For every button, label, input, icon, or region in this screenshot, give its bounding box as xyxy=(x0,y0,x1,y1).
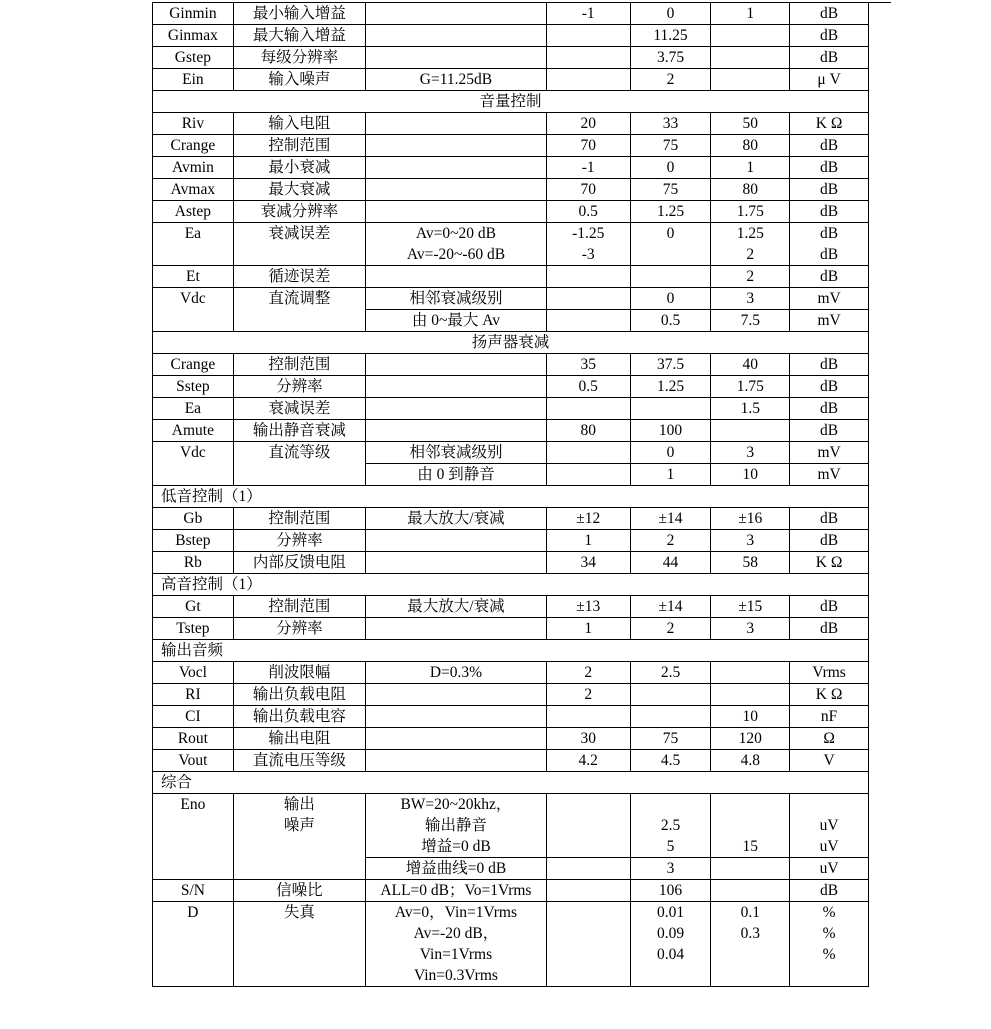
typ-cell: 3 xyxy=(630,858,711,880)
condition-cell xyxy=(366,47,547,69)
symbol-cell: Vocl xyxy=(153,662,234,684)
symbol-cell: Gb xyxy=(153,508,234,530)
table-row xyxy=(153,201,869,223)
typ-cell: 75 xyxy=(630,179,711,201)
table-row xyxy=(153,3,869,25)
max-cell: ±15 xyxy=(711,596,790,618)
min-cell xyxy=(546,47,630,69)
typ-cell: 44 xyxy=(630,552,711,574)
unit-cell: Ω xyxy=(790,728,869,750)
condition-cell xyxy=(366,376,547,398)
parameter-cell: 控制范围 xyxy=(233,596,365,618)
unit-cell: dB xyxy=(790,530,869,552)
max-cell xyxy=(711,684,790,706)
table-row xyxy=(153,266,869,288)
symbol-cell: Rb xyxy=(153,552,234,574)
table-row xyxy=(153,442,869,464)
unit-cell: dB xyxy=(790,179,869,201)
condition-cell xyxy=(366,420,547,442)
parameter-cell: 输出电阻 xyxy=(233,728,365,750)
min-cell xyxy=(546,902,630,987)
spec-table xyxy=(152,2,869,987)
condition-cell xyxy=(366,618,547,640)
symbol-cell: CI xyxy=(153,706,234,728)
min-cell xyxy=(546,880,630,902)
parameter-cell: 削波限幅 xyxy=(233,662,365,684)
section-row xyxy=(153,574,869,596)
condition-cell xyxy=(366,3,547,25)
section-title-speaker: 扬声器衰减 xyxy=(153,332,869,354)
symbol-cell: Bstep xyxy=(153,530,234,552)
max-cell: 50 xyxy=(711,113,790,135)
min-cell: 20 xyxy=(546,113,630,135)
typ-cell: 3.75 xyxy=(630,47,711,69)
symbol-cell: Ein xyxy=(153,69,234,91)
condition-cell: 最大放大/衰减 xyxy=(366,596,547,618)
min-cell: -1 xyxy=(546,157,630,179)
parameter-cell: 直流调整 xyxy=(233,288,365,332)
section-row xyxy=(153,486,869,508)
parameter-cell: 分辨率 xyxy=(233,618,365,640)
parameter-cell: 分辨率 xyxy=(233,530,365,552)
unit-cell: mV xyxy=(790,442,869,464)
parameter-cell: 输出负载电容 xyxy=(233,706,365,728)
table-row xyxy=(153,420,869,442)
symbol-cell: Crange xyxy=(153,135,234,157)
max-cell: 10 xyxy=(711,464,790,486)
condition-cell: 最大放大/衰减 xyxy=(366,508,547,530)
table-row xyxy=(153,135,869,157)
table-row xyxy=(153,596,869,618)
unit-cell: dB xyxy=(790,618,869,640)
condition-cell: BW=20~20khz， 输出静音 增益=0 dB xyxy=(366,794,547,858)
typ-cell: 0 xyxy=(630,223,711,266)
min-cell: 80 xyxy=(546,420,630,442)
typ-cell xyxy=(630,398,711,420)
section-title-treble: 高音控制（1） xyxy=(153,574,869,596)
table-row xyxy=(153,508,869,530)
table-row xyxy=(153,25,869,47)
unit-cell: dB xyxy=(790,354,869,376)
min-cell: 1 xyxy=(546,618,630,640)
typ-cell: 1.25 xyxy=(630,376,711,398)
parameter-cell: 控制范围 xyxy=(233,354,365,376)
min-cell xyxy=(546,398,630,420)
typ-cell: 2.5 5 xyxy=(630,794,711,858)
condition-cell xyxy=(366,728,547,750)
unit-cell: dB xyxy=(790,398,869,420)
unit-cell: dB xyxy=(790,201,869,223)
unit-cell: μ V xyxy=(790,69,869,91)
table-row xyxy=(153,530,869,552)
unit-cell: dB xyxy=(790,157,869,179)
min-cell: ±13 xyxy=(546,596,630,618)
symbol-cell: D xyxy=(153,902,234,987)
unit-cell: dB xyxy=(790,47,869,69)
parameter-cell: 直流电压等级 xyxy=(233,750,365,772)
min-cell xyxy=(546,310,630,332)
table-row xyxy=(153,706,869,728)
max-cell: 15 xyxy=(711,794,790,858)
table-row xyxy=(153,618,869,640)
condition-cell xyxy=(366,25,547,47)
typ-cell xyxy=(630,684,711,706)
symbol-cell: Vdc xyxy=(153,442,234,486)
unit-cell: nF xyxy=(790,706,869,728)
condition-cell xyxy=(366,706,547,728)
max-cell: 1.75 xyxy=(711,376,790,398)
min-cell: 0.5 xyxy=(546,201,630,223)
symbol-cell: Gstep xyxy=(153,47,234,69)
symbol-cell: Ea xyxy=(153,398,234,420)
table-row xyxy=(153,288,869,310)
unit-cell: Vrms xyxy=(790,662,869,684)
condition-cell: Av=0，Vin=1Vrms Av=-20 dB， Vin=1Vrms Vin=0.3Vrms xyxy=(366,902,547,987)
condition-cell: G=11.25dB xyxy=(366,69,547,91)
min-cell: 35 xyxy=(546,354,630,376)
max-cell xyxy=(711,662,790,684)
min-cell: -1.25 -3 xyxy=(546,223,630,266)
table-row xyxy=(153,728,869,750)
condition-cell: D=0.3% xyxy=(366,662,547,684)
typ-cell: 100 xyxy=(630,420,711,442)
table-row xyxy=(153,376,869,398)
symbol-cell: Et xyxy=(153,266,234,288)
section-title-bass: 低音控制（1） xyxy=(153,486,869,508)
unit-cell: mV xyxy=(790,288,869,310)
typ-cell: 0 xyxy=(630,3,711,25)
condition-cell xyxy=(366,135,547,157)
typ-cell: 2 xyxy=(630,69,711,91)
max-cell xyxy=(711,858,790,880)
max-cell: 7.5 xyxy=(711,310,790,332)
max-cell xyxy=(711,69,790,91)
typ-cell: 1.25 xyxy=(630,201,711,223)
max-cell: 1.75 xyxy=(711,201,790,223)
condition-cell: 由 0 到静音 xyxy=(366,464,547,486)
parameter-cell: 内部反馈电阻 xyxy=(233,552,365,574)
typ-cell: 2 xyxy=(630,618,711,640)
symbol-cell: Crange xyxy=(153,354,234,376)
max-cell xyxy=(711,880,790,902)
unit-cell: uV uV xyxy=(790,794,869,858)
parameter-cell: 最大衰减 xyxy=(233,179,365,201)
typ-cell: ±14 xyxy=(630,508,711,530)
typ-cell: 0.5 xyxy=(630,310,711,332)
unit-cell: V xyxy=(790,750,869,772)
symbol-cell: Sstep xyxy=(153,376,234,398)
parameter-cell: 循迹误差 xyxy=(233,266,365,288)
max-cell: 3 xyxy=(711,530,790,552)
max-cell xyxy=(711,420,790,442)
typ-cell: 4.5 xyxy=(630,750,711,772)
section-row xyxy=(153,772,869,794)
min-cell: ±12 xyxy=(546,508,630,530)
symbol-cell: Avmax xyxy=(153,179,234,201)
section-title-general: 综合 xyxy=(153,772,869,794)
typ-cell: 0.01 0.09 0.04 xyxy=(630,902,711,987)
condition-cell: 增益曲线=0 dB xyxy=(366,858,547,880)
parameter-cell: 衰减误差 xyxy=(233,223,365,266)
table-row xyxy=(153,354,869,376)
unit-cell: dB xyxy=(790,135,869,157)
unit-cell: % % % xyxy=(790,902,869,987)
spec-sheet xyxy=(152,2,869,987)
max-cell: 0.1 0.3 xyxy=(711,902,790,987)
condition-cell xyxy=(366,530,547,552)
table-row xyxy=(153,794,869,858)
table-row xyxy=(153,902,869,987)
min-cell xyxy=(546,858,630,880)
parameter-cell: 最大输入增益 xyxy=(233,25,365,47)
max-cell: 80 xyxy=(711,179,790,201)
min-cell xyxy=(546,69,630,91)
max-cell: 3 xyxy=(711,618,790,640)
parameter-cell: 衰减误差 xyxy=(233,398,365,420)
section-title-output: 输出音频 xyxy=(153,640,869,662)
min-cell: -1 xyxy=(546,3,630,25)
unit-cell: mV xyxy=(790,464,869,486)
unit-cell: dB xyxy=(790,596,869,618)
min-cell: 2 xyxy=(546,684,630,706)
condition-cell xyxy=(366,201,547,223)
parameter-cell: 输出静音衰减 xyxy=(233,420,365,442)
symbol-cell: RI xyxy=(153,684,234,706)
min-cell: 1 xyxy=(546,530,630,552)
min-cell xyxy=(546,464,630,486)
symbol-cell: Astep xyxy=(153,201,234,223)
unit-cell: dB xyxy=(790,420,869,442)
table-row xyxy=(153,157,869,179)
unit-cell: dB xyxy=(790,266,869,288)
table-row xyxy=(153,662,869,684)
parameter-cell: 输入电阻 xyxy=(233,113,365,135)
condition-cell xyxy=(366,552,547,574)
max-cell: 4.8 xyxy=(711,750,790,772)
condition-cell xyxy=(366,354,547,376)
symbol-cell: Tstep xyxy=(153,618,234,640)
symbol-cell: Amute xyxy=(153,420,234,442)
min-cell: 0.5 xyxy=(546,376,630,398)
symbol-cell: Eno xyxy=(153,794,234,880)
min-cell: 34 xyxy=(546,552,630,574)
max-cell xyxy=(711,47,790,69)
parameter-cell: 衰减分辨率 xyxy=(233,201,365,223)
condition-cell xyxy=(366,398,547,420)
min-cell xyxy=(546,706,630,728)
parameter-cell: 最小输入增益 xyxy=(233,3,365,25)
max-cell xyxy=(711,25,790,47)
table-row xyxy=(153,223,869,266)
unit-cell: K Ω xyxy=(790,113,869,135)
max-cell: 80 xyxy=(711,135,790,157)
max-cell: 1 xyxy=(711,3,790,25)
max-cell: 1 xyxy=(711,157,790,179)
unit-cell: dB xyxy=(790,508,869,530)
condition-cell: 相邻衰减级别 xyxy=(366,288,547,310)
condition-cell xyxy=(366,684,547,706)
condition-cell: 相邻衰减级别 xyxy=(366,442,547,464)
unit-cell: dB xyxy=(790,880,869,902)
symbol-cell: Riv xyxy=(153,113,234,135)
min-cell: 30 xyxy=(546,728,630,750)
min-cell: 4.2 xyxy=(546,750,630,772)
condition-cell: Av=0~20 dB Av=-20~-60 dB xyxy=(366,223,547,266)
max-cell: 40 xyxy=(711,354,790,376)
max-cell: 58 xyxy=(711,552,790,574)
typ-cell: 0 xyxy=(630,157,711,179)
typ-cell: 33 xyxy=(630,113,711,135)
typ-cell: 0 xyxy=(630,288,711,310)
min-cell xyxy=(546,266,630,288)
symbol-cell: Ginmin xyxy=(153,3,234,25)
table-row xyxy=(153,880,869,902)
table-row xyxy=(153,179,869,201)
typ-cell: 75 xyxy=(630,135,711,157)
unit-cell: mV xyxy=(790,310,869,332)
unit-cell: dB xyxy=(790,376,869,398)
parameter-cell: 分辨率 xyxy=(233,376,365,398)
condition-cell xyxy=(366,157,547,179)
max-cell: 120 xyxy=(711,728,790,750)
section-row xyxy=(153,332,869,354)
max-cell: 3 xyxy=(711,442,790,464)
max-cell: 2 xyxy=(711,266,790,288)
parameter-cell: 输出负载电阻 xyxy=(233,684,365,706)
min-cell xyxy=(546,442,630,464)
condition-cell xyxy=(366,113,547,135)
table-row xyxy=(153,47,869,69)
condition-cell: ALL=0 dB；Vo=1Vrms xyxy=(366,880,547,902)
unit-cell: dB xyxy=(790,25,869,47)
unit-cell: uV xyxy=(790,858,869,880)
symbol-cell: Gt xyxy=(153,596,234,618)
table-row xyxy=(153,684,869,706)
condition-cell xyxy=(366,750,547,772)
max-cell: 1.25 2 xyxy=(711,223,790,266)
symbol-cell: Vout xyxy=(153,750,234,772)
typ-cell: 37.5 xyxy=(630,354,711,376)
typ-cell: 1 xyxy=(630,464,711,486)
table-row xyxy=(153,113,869,135)
condition-cell: 由 0~最大 Av xyxy=(366,310,547,332)
symbol-cell: Ginmax xyxy=(153,25,234,47)
max-cell: ±16 xyxy=(711,508,790,530)
unit-cell: dB xyxy=(790,3,869,25)
max-cell: 1.5 xyxy=(711,398,790,420)
symbol-cell: Vdc xyxy=(153,288,234,332)
condition-cell xyxy=(366,266,547,288)
section-title-volume: 音量控制 xyxy=(153,91,869,113)
parameter-cell: 信噪比 xyxy=(233,880,365,902)
min-cell: 70 xyxy=(546,135,630,157)
unit-cell: K Ω xyxy=(790,552,869,574)
min-cell xyxy=(546,288,630,310)
table-row xyxy=(153,552,869,574)
parameter-cell: 每级分辨率 xyxy=(233,47,365,69)
typ-cell: 2.5 xyxy=(630,662,711,684)
parameter-cell: 失真 xyxy=(233,902,365,987)
min-cell xyxy=(546,794,630,858)
parameter-cell: 输入噪声 xyxy=(233,69,365,91)
min-cell: 70 xyxy=(546,179,630,201)
parameter-cell: 控制范围 xyxy=(233,508,365,530)
min-cell xyxy=(546,25,630,47)
unit-cell: dB dB xyxy=(790,223,869,266)
typ-cell: ±14 xyxy=(630,596,711,618)
min-cell: 2 xyxy=(546,662,630,684)
section-row xyxy=(153,640,869,662)
parameter-cell: 最小衰减 xyxy=(233,157,365,179)
parameter-cell: 直流等级 xyxy=(233,442,365,486)
typ-cell: 0 xyxy=(630,442,711,464)
table-row xyxy=(153,69,869,91)
typ-cell: 2 xyxy=(630,530,711,552)
max-cell: 10 xyxy=(711,706,790,728)
symbol-cell: Avmin xyxy=(153,157,234,179)
max-cell: 3 xyxy=(711,288,790,310)
unit-cell: K Ω xyxy=(790,684,869,706)
symbol-cell: Rout xyxy=(153,728,234,750)
table-row xyxy=(153,398,869,420)
typ-cell: 11.25 xyxy=(630,25,711,47)
table-row xyxy=(153,750,869,772)
symbol-cell: Ea xyxy=(153,223,234,266)
typ-cell xyxy=(630,266,711,288)
section-row xyxy=(153,91,869,113)
symbol-cell: S/N xyxy=(153,880,234,902)
parameter-cell: 控制范围 xyxy=(233,135,365,157)
typ-cell: 106 xyxy=(630,880,711,902)
condition-cell xyxy=(366,179,547,201)
typ-cell xyxy=(630,706,711,728)
parameter-cell: 输出 噪声 xyxy=(233,794,365,880)
typ-cell: 75 xyxy=(630,728,711,750)
